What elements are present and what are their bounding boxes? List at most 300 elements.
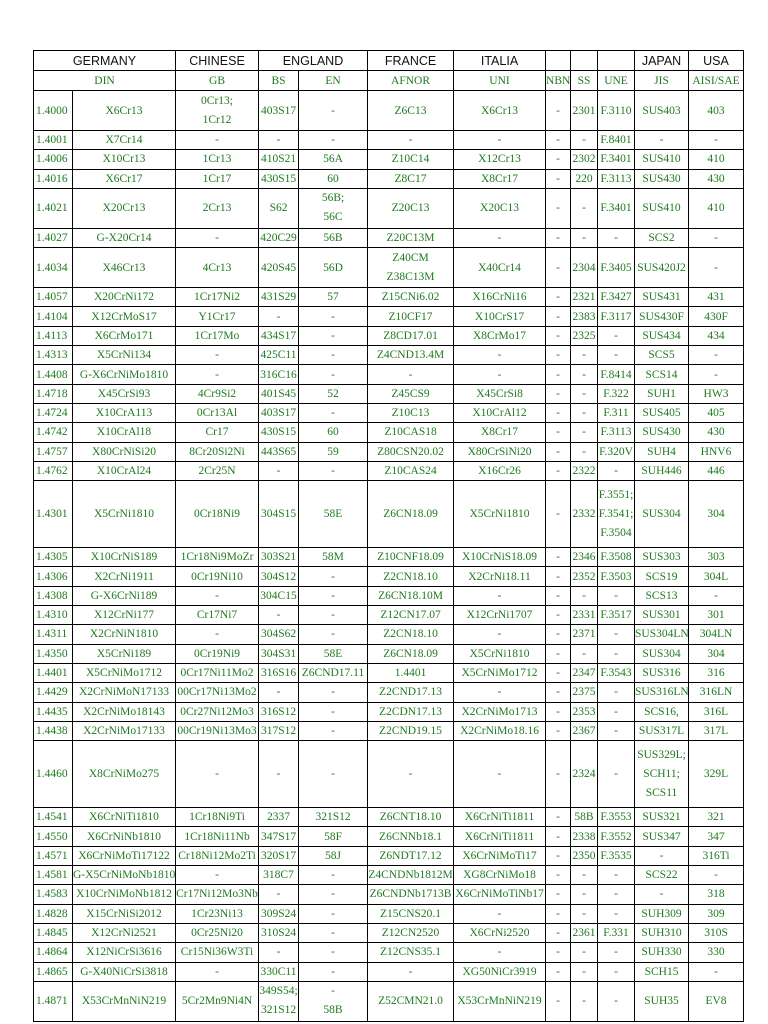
aisi-sae-cell: 316LN: [689, 683, 744, 702]
en-cell: 58F: [299, 827, 368, 846]
din-designation-cell: X10Cr13: [73, 150, 176, 169]
afnor-cell: -: [368, 365, 454, 384]
din-designation-cell: X20CrNi172: [73, 288, 176, 307]
uni-cell: X16Cr26: [454, 461, 546, 480]
gb-cell: Cr15Ni36W3Ti: [176, 943, 259, 962]
ss-cell: 2347: [571, 663, 598, 682]
uni-cell: XG8CrNiMo18: [454, 866, 546, 885]
standard-uni: UNI: [454, 71, 546, 91]
nbn-cell: -: [546, 288, 571, 307]
une-cell: -: [598, 741, 635, 808]
jis-cell: SCS5: [635, 346, 689, 365]
bs-cell: 330C11: [259, 962, 299, 981]
cell-line: F.3504: [600, 526, 632, 539]
din-number-cell: 1.4021: [34, 188, 73, 228]
ss-cell: 2383: [571, 307, 598, 326]
en-cell: 59: [299, 442, 368, 461]
uni-cell: -: [454, 131, 546, 150]
jis-cell: SCS14: [635, 365, 689, 384]
table-row: [34, 326, 744, 345]
une-cell: F.3543: [598, 663, 635, 682]
table-row: [34, 846, 744, 865]
afnor-cell: Z6CNDNb1713B: [368, 885, 454, 904]
cell-line: 0Cr13;: [201, 94, 233, 107]
ss-cell: -: [571, 346, 598, 365]
uni-cell: X6CrNiMoTi17: [454, 846, 546, 865]
gb-cell: 1Cr17: [176, 169, 259, 188]
table-row: [34, 442, 744, 461]
din-designation-cell: X6CrMo171: [73, 326, 176, 345]
afnor-cell: Z10C14: [368, 150, 454, 169]
ss-cell: -: [571, 228, 598, 247]
aisi-sae-cell: -: [689, 346, 744, 365]
jis-cell: SUH446: [635, 461, 689, 480]
jis-cell: SUS430: [635, 169, 689, 188]
gb-cell: -: [176, 625, 259, 644]
en-cell: 57: [299, 288, 368, 307]
une-cell: F.3503: [598, 567, 635, 586]
bs-cell: 309S24: [259, 904, 299, 923]
afnor-cell: Z4CND13.4M: [368, 346, 454, 365]
din-number-cell: 1.4313: [34, 346, 73, 365]
en-cell: -: [299, 904, 368, 923]
gb-cell: 0Cr13Al: [176, 403, 259, 422]
jis-cell: SUS434: [635, 326, 689, 345]
din-number-cell: 1.4310: [34, 606, 73, 625]
table-row: [34, 248, 744, 288]
afnor-cell: Z2CN18.10: [368, 567, 454, 586]
din-number-cell: 1.4311: [34, 625, 73, 644]
en-cell: -: [299, 962, 368, 981]
ss-cell: -: [571, 644, 598, 663]
bs-cell: 304S31: [259, 644, 299, 663]
uni-cell: -: [454, 586, 546, 605]
en-cell: -: [299, 885, 368, 904]
nbn-cell: -: [546, 625, 571, 644]
din-designation-cell: X2CrNiMo17133: [73, 721, 176, 740]
une-cell: F.3401: [598, 188, 635, 228]
din-number-cell: 1.4742: [34, 423, 73, 442]
din-designation-cell: G-X20Cr14: [73, 228, 176, 247]
afnor-cell: -: [368, 962, 454, 981]
table-row: [34, 481, 744, 548]
aisi-sae-cell: 347: [689, 827, 744, 846]
aisi-sae-cell: 321: [689, 808, 744, 827]
nbn-cell: -: [546, 91, 571, 131]
din-number-cell: 1.4034: [34, 248, 73, 288]
cell-line: 1Cr12: [202, 113, 232, 126]
nbn-cell: -: [546, 923, 571, 942]
uni-cell: X10CrAl12: [454, 403, 546, 422]
uni-cell: X2CrNiMo18.16: [454, 721, 546, 740]
en-cell: -: [299, 702, 368, 721]
gb-cell: 1Cr13: [176, 150, 259, 169]
une-cell: -: [598, 586, 635, 605]
gb-cell: 1Cr18Ni11Nb: [176, 827, 259, 846]
ss-cell: 2332: [571, 481, 598, 548]
din-designation-cell: X2CrNiMoN17133: [73, 683, 176, 702]
country-empty-nbn: [546, 51, 571, 71]
uni-cell: -: [454, 904, 546, 923]
une-cell: -: [598, 885, 635, 904]
jis-cell: SCS22: [635, 866, 689, 885]
table-row: [34, 384, 744, 403]
aisi-sae-cell: 318: [689, 885, 744, 904]
afnor-cell: Z80CSN20.02: [368, 442, 454, 461]
gb-cell: -: [176, 346, 259, 365]
gb-cell: -: [176, 741, 259, 808]
table-row: [34, 663, 744, 682]
gb-cell: 5Cr2Mn9Ni4N: [176, 981, 259, 1021]
uni-cell: X5CrNi1810: [454, 481, 546, 548]
din-number-cell: 1.4864: [34, 943, 73, 962]
din-designation-cell: X12CrMoS17: [73, 307, 176, 326]
din-number-cell: 1.4104: [34, 307, 73, 326]
nbn-cell: -: [546, 962, 571, 981]
ss-cell: -: [571, 442, 598, 461]
nbn-cell: -: [546, 741, 571, 808]
ss-cell: 2375: [571, 683, 598, 702]
ss-cell: 2324: [571, 741, 598, 808]
gb-cell: Cr17Ni7: [176, 606, 259, 625]
bs-cell: 304C15: [259, 586, 299, 605]
aisi-sae-cell: 303: [689, 548, 744, 567]
afnor-cell: Z6CNNb18.1: [368, 827, 454, 846]
aisi-sae-cell: -: [689, 962, 744, 981]
din-designation-cell: X20Cr13: [73, 188, 176, 228]
bs-cell: 425C11: [259, 346, 299, 365]
cell-line: F.3551;: [598, 488, 634, 501]
din-designation-cell: G-X6CrNi189: [73, 586, 176, 605]
afnor-cell: Z6NDT17.12: [368, 846, 454, 865]
country-chinese: CHINESE: [176, 51, 259, 71]
afnor-cell: Z2CND17.13: [368, 683, 454, 702]
cell-line: 56C: [323, 211, 343, 224]
din-designation-cell: X6CrNiNb1810: [73, 827, 176, 846]
nbn-cell: -: [546, 586, 571, 605]
ss-cell: 2331: [571, 606, 598, 625]
din-number-cell: 1.4583: [34, 885, 73, 904]
gb-cell: Cr17Ni12Mo3Nb: [176, 885, 259, 904]
bs-cell: 434S17: [259, 326, 299, 345]
une-cell: -: [598, 461, 635, 480]
din-number-cell: 1.4845: [34, 923, 73, 942]
table-row: [34, 962, 744, 981]
uni-cell: -: [454, 625, 546, 644]
gb-cell: 4Cr13: [176, 248, 259, 288]
une-cell: F.3535: [598, 846, 635, 865]
une-cell: -: [598, 721, 635, 740]
table-row: [34, 423, 744, 442]
din-designation-cell: X15CrNiSi2012: [73, 904, 176, 923]
din-designation-cell: X6Cr17: [73, 169, 176, 188]
nbn-cell: -: [546, 423, 571, 442]
country-japan: JAPAN: [635, 51, 689, 71]
country-empty-ss: [571, 51, 598, 71]
aisi-sae-cell: -: [689, 586, 744, 605]
bs-cell: 410S21: [259, 150, 299, 169]
din-designation-cell: G-X40NiCrSi3818: [73, 962, 176, 981]
country-germany: GERMANY: [34, 51, 176, 71]
cell-line: -: [331, 985, 335, 998]
jis-cell: SUS317L: [635, 721, 689, 740]
din-number-cell: 1.4305: [34, 548, 73, 567]
une-cell: F.322: [598, 384, 635, 403]
ss-cell: 2346: [571, 548, 598, 567]
bs-cell: 318C7: [259, 866, 299, 885]
une-cell: -: [598, 866, 635, 885]
bs-cell: 304S15: [259, 481, 299, 548]
jis-cell: SUH35: [635, 981, 689, 1021]
uni-cell: -: [454, 346, 546, 365]
aisi-sae-cell: 410: [689, 188, 744, 228]
gb-cell: 00Cr19Ni13Mo3: [176, 721, 259, 740]
din-number-cell: 1.4871: [34, 981, 73, 1021]
une-cell: F.320V: [598, 442, 635, 461]
aisi-sae-cell: 434: [689, 326, 744, 345]
nbn-cell: -: [546, 403, 571, 422]
en-cell: 321S12: [299, 808, 368, 827]
ss-cell: 2371: [571, 625, 598, 644]
din-designation-cell: X6CrNiTi1810: [73, 808, 176, 827]
afnor-cell: Z8CD17.01: [368, 326, 454, 345]
aisi-sae-cell: 431: [689, 288, 744, 307]
nbn-cell: -: [546, 307, 571, 326]
jis-cell: SUS430: [635, 423, 689, 442]
une-cell: -: [598, 702, 635, 721]
afnor-cell: Z10CAS24: [368, 461, 454, 480]
din-designation-cell: X8CrNiMo275: [73, 741, 176, 808]
jis-cell: SUS304: [635, 644, 689, 663]
uni-cell: X6CrNiMoTiNb17: [454, 885, 546, 904]
bs-cell: 430S15: [259, 423, 299, 442]
jis-cell: -: [635, 846, 689, 865]
table-row: [34, 91, 744, 131]
une-cell: F.8401: [598, 131, 635, 150]
en-cell: -: [299, 721, 368, 740]
jis-cell: SUS321: [635, 808, 689, 827]
en-cell: -: [299, 586, 368, 605]
gb-cell: -: [176, 365, 259, 384]
table-row: [34, 741, 744, 808]
gb-cell: 8Cr20Si2Ni: [176, 442, 259, 461]
bs-cell: S62: [259, 188, 299, 228]
table-row: [34, 644, 744, 663]
bs-cell: -: [259, 606, 299, 625]
une-cell: -: [598, 683, 635, 702]
ss-cell: -: [571, 403, 598, 422]
bs-cell: 304S62: [259, 625, 299, 644]
cell-line: 349S54;: [259, 985, 298, 998]
din-number-cell: 1.4016: [34, 169, 73, 188]
aisi-sae-cell: -: [689, 248, 744, 288]
en-cell: -: [299, 461, 368, 480]
table-row: [34, 169, 744, 188]
en-cell: -: [299, 606, 368, 625]
afnor-cell: Z20C13M: [368, 228, 454, 247]
aisi-sae-cell: -: [689, 228, 744, 247]
nbn-cell: -: [546, 131, 571, 150]
din-number-cell: 1.4435: [34, 702, 73, 721]
afnor-cell: Z12CNS35.1: [368, 943, 454, 962]
uni-cell: X20C13: [454, 188, 546, 228]
aisi-sae-cell: 316: [689, 663, 744, 682]
standard-nbn: NBN: [546, 71, 571, 91]
en-cell: -: [299, 683, 368, 702]
din-designation-cell: X2CrNiMo18143: [73, 702, 176, 721]
cell-line: 321S12: [260, 1004, 297, 1017]
nbn-cell: -: [546, 384, 571, 403]
ss-cell: 2353: [571, 702, 598, 721]
country-italia: ITALIA: [454, 51, 546, 71]
aisi-sae-cell: -: [689, 866, 744, 885]
ss-cell: -: [571, 866, 598, 885]
gb-cell: -: [176, 228, 259, 247]
en-cell: 58J: [299, 846, 368, 865]
din-designation-cell: X5CrNi1810: [73, 481, 176, 548]
jis-cell: SUS316: [635, 663, 689, 682]
bs-cell: 431S29: [259, 288, 299, 307]
cell-line: 58B: [323, 1004, 343, 1017]
ss-cell: -: [571, 365, 598, 384]
une-cell: F.311: [598, 403, 635, 422]
nbn-cell: -: [546, 188, 571, 228]
jis-cell: -: [635, 131, 689, 150]
table-row: [34, 625, 744, 644]
din-designation-cell: X45CrSi93: [73, 384, 176, 403]
nbn-cell: -: [546, 481, 571, 548]
bs-cell: 2337: [259, 808, 299, 827]
uni-cell: X45CrSi8: [454, 384, 546, 403]
bs-cell: -: [259, 307, 299, 326]
afnor-cell: Z10CAS18: [368, 423, 454, 442]
bs-cell: 316S16: [259, 663, 299, 682]
aisi-sae-cell: 304: [689, 644, 744, 663]
jis-cell: SUS304: [635, 481, 689, 548]
table-row: [34, 586, 744, 605]
une-cell: F.3113: [598, 169, 635, 188]
aisi-sae-cell: 410: [689, 150, 744, 169]
gb-cell: -: [176, 866, 259, 885]
afnor-cell: Z6CNT18.10: [368, 808, 454, 827]
table-row: [34, 702, 744, 721]
en-cell: -: [299, 741, 368, 808]
en-cell: -: [299, 403, 368, 422]
table-row: [34, 346, 744, 365]
afnor-cell: Z2CDN17.13: [368, 702, 454, 721]
une-cell: -: [598, 228, 635, 247]
din-designation-cell: X6Cr13: [73, 91, 176, 131]
afnor-cell: [368, 248, 454, 288]
uni-cell: X80CrSiNi20: [454, 442, 546, 461]
jis-cell: SUS405: [635, 403, 689, 422]
nbn-cell: -: [546, 346, 571, 365]
table-row: [34, 365, 744, 384]
din-designation-cell: X5CrNi134: [73, 346, 176, 365]
table-row: [34, 461, 744, 480]
en-cell: -: [299, 625, 368, 644]
aisi-sae-cell: 430: [689, 169, 744, 188]
din-number-cell: 1.4865: [34, 962, 73, 981]
une-cell: F.3553: [598, 808, 635, 827]
en-cell: -: [299, 307, 368, 326]
une-cell: F.3552: [598, 827, 635, 846]
aisi-sae-cell: 430F: [689, 307, 744, 326]
gb-cell: Cr17: [176, 423, 259, 442]
din-number-cell: 1.4718: [34, 384, 73, 403]
din-number-cell: 1.4027: [34, 228, 73, 247]
ss-cell: -: [571, 962, 598, 981]
table-row: [34, 307, 744, 326]
jis-cell: SUS303: [635, 548, 689, 567]
nbn-cell: -: [546, 150, 571, 169]
uni-cell: X12CrNi1707: [454, 606, 546, 625]
aisi-sae-cell: 330: [689, 943, 744, 962]
bs-cell: 316C16: [259, 365, 299, 384]
jis-cell: SCS2: [635, 228, 689, 247]
aisi-sae-cell: 301: [689, 606, 744, 625]
table-header: [34, 51, 744, 91]
standard-ss: SS: [571, 71, 598, 91]
uni-cell: X6CrNiTi1811: [454, 827, 546, 846]
jis-cell: [635, 741, 689, 808]
table-row: [34, 188, 744, 228]
table-row: [34, 943, 744, 962]
country-empty-une: [598, 51, 635, 71]
standard-gb: GB: [176, 71, 259, 91]
din-designation-cell: G-X6CrNiMo1810: [73, 365, 176, 384]
afnor-cell: Z45CS9: [368, 384, 454, 403]
une-cell: -: [598, 326, 635, 345]
din-designation-cell: X10CrAl24: [73, 461, 176, 480]
une-cell: -: [598, 943, 635, 962]
uni-cell: -: [454, 943, 546, 962]
en-cell: 56D: [299, 248, 368, 288]
din-designation-cell: X7Cr14: [73, 131, 176, 150]
nbn-cell: -: [546, 169, 571, 188]
en-cell: 60: [299, 169, 368, 188]
aisi-sae-cell: 316L: [689, 702, 744, 721]
aisi-sae-cell: 316Ti: [689, 846, 744, 865]
din-designation-cell: X80CrNiSi20: [73, 442, 176, 461]
table-row: [34, 548, 744, 567]
table-body: [34, 91, 744, 1022]
jis-cell: SUS431: [635, 288, 689, 307]
bs-cell: 430S15: [259, 169, 299, 188]
aisi-sae-cell: EV8: [689, 981, 744, 1021]
aisi-sae-cell: 310S: [689, 923, 744, 942]
en-cell: 58M: [299, 548, 368, 567]
en-cell: [299, 981, 368, 1021]
din-number-cell: 1.4401: [34, 663, 73, 682]
din-designation-cell: X10CrNiS189: [73, 548, 176, 567]
jis-cell: SUS403: [635, 91, 689, 131]
standard-bs: BS: [259, 71, 299, 91]
bs-cell: 403S17: [259, 403, 299, 422]
standard-une: UNE: [598, 71, 635, 91]
afnor-cell: Z15CNi6.02: [368, 288, 454, 307]
jis-cell: SUS410: [635, 150, 689, 169]
gb-cell: 1Cr18Ni9Ti: [176, 808, 259, 827]
gb-cell: -: [176, 131, 259, 150]
uni-cell: X6Cr13: [454, 91, 546, 131]
aisi-sae-cell: 329L: [689, 741, 744, 808]
country-usa: USA: [689, 51, 744, 71]
en-cell: -: [299, 923, 368, 942]
din-number-cell: 1.4308: [34, 586, 73, 605]
din-number-cell: 1.4408: [34, 365, 73, 384]
gb-cell: 1Cr18Ni9MoZr: [176, 548, 259, 567]
